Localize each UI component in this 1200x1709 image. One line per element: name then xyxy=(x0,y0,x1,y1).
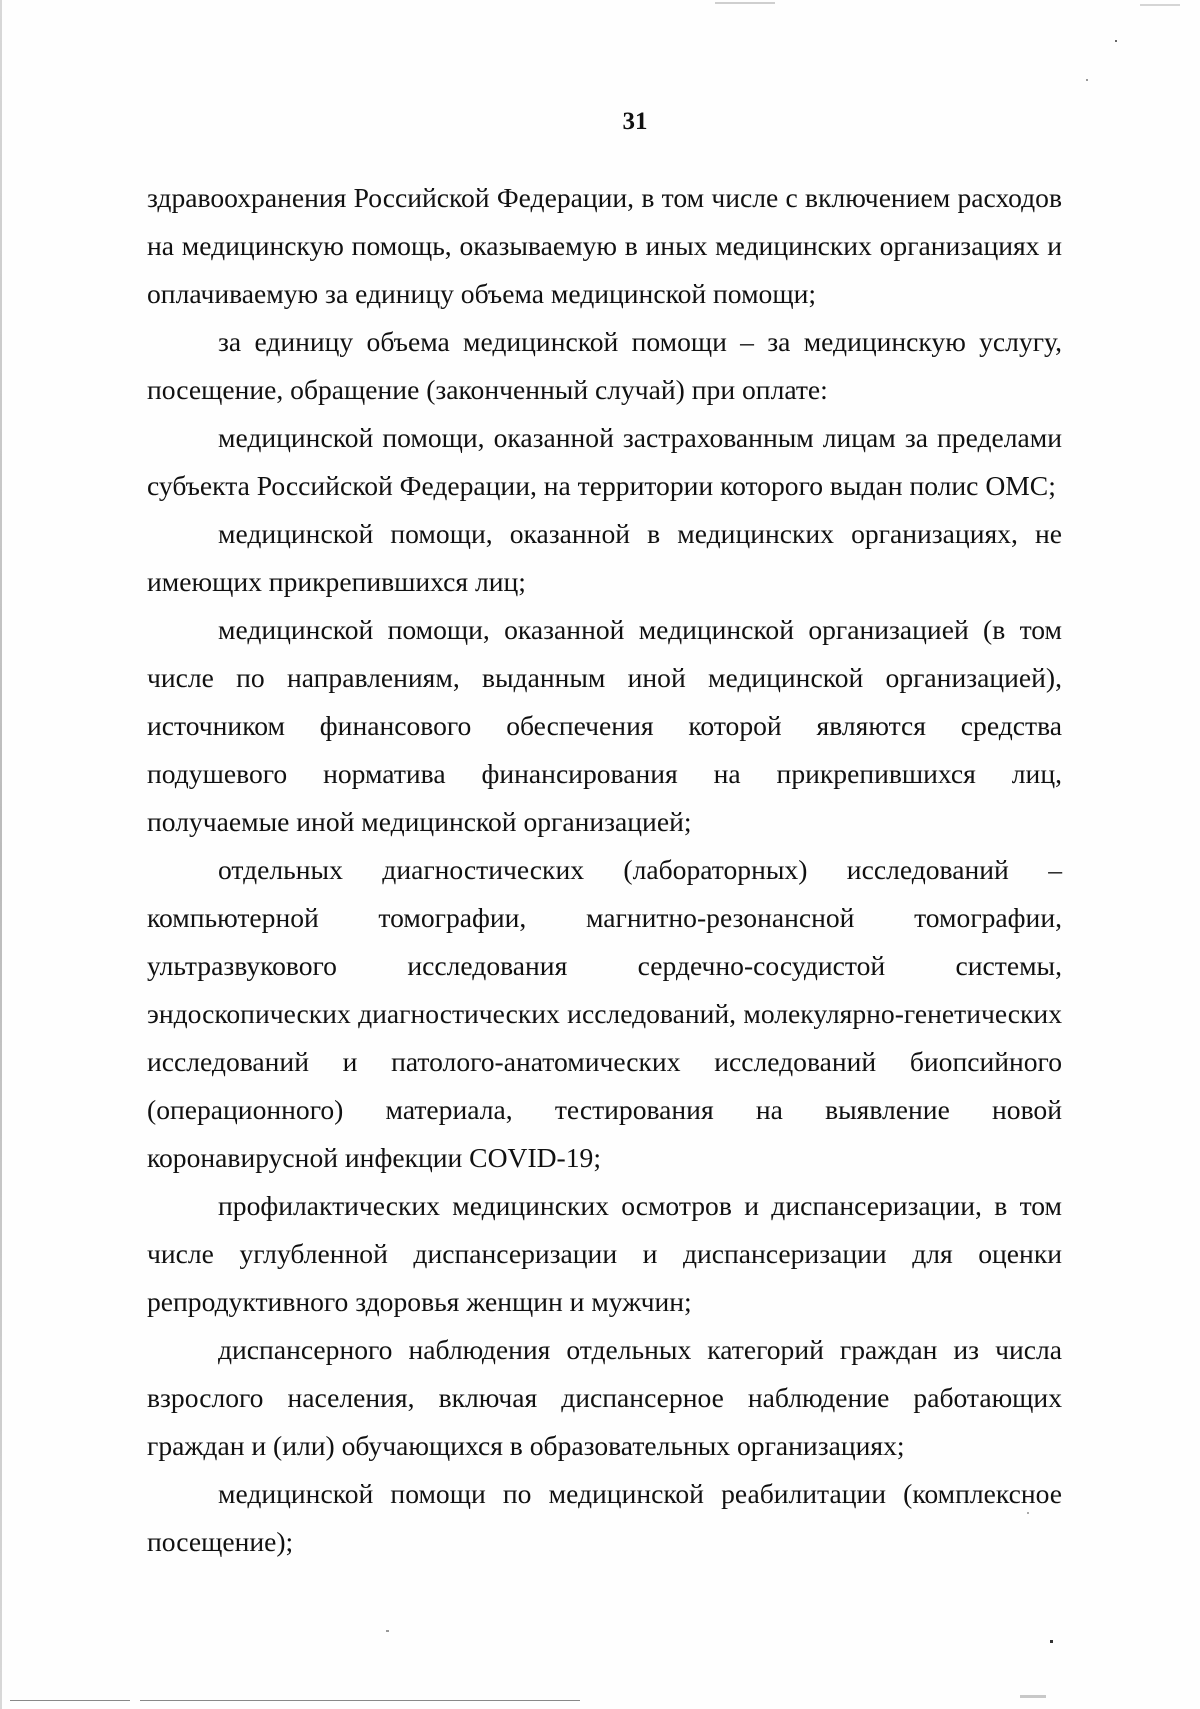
scan-speck xyxy=(1086,79,1088,81)
paragraph: за единицу объема медицинской помощи – за медицинскую услугу, посещение, обращение (законченный случай) при оплате: xyxy=(147,326,1062,405)
paragraph: отдельных диагностических (лабораторных) исследований – компьютерной томографии, магнитно-резонансной томографии, ультразвукового исследования сердечно-сосудистой системы, эндоскопических диагностических исследований, молекулярно-генетических исследований и патолого-анатомических исследований биопсийного (операционного) материала, тестирования на выявление новой коронавирусной инфекции COVID-19; xyxy=(147,854,1062,1173)
scan-speck xyxy=(386,1630,389,1632)
paragraph: медицинской помощи, оказанной застрахованным лицам за пределами субъекта Российской Федерации, на территории которого выдан полис ОМС; xyxy=(147,422,1062,501)
paragraph: медицинской помощи, оказанной медицинской организацией (в том числе по направлениям, выданным иной медицинской организацией), источником финансового обеспечения которой являются средства подушевого норматива финансирования на прикрепившихся лиц, получаемые иной медицинской организацией; xyxy=(147,614,1062,837)
paragraph: здравоохранения Российской Федерации, в том числе с включением расходов на медицинскую помощь, оказываемую в иных медицинских организациях и оплачиваемую за единицу объема медицинской помощи; xyxy=(147,182,1062,309)
scan-speck xyxy=(1140,4,1180,6)
paragraph: медицинской помощи по медицинской реабилитации (комплексное посещение); xyxy=(147,1478,1062,1557)
scan-bottom-rule xyxy=(140,1700,580,1701)
scan-speck xyxy=(1050,1640,1053,1643)
scan-speck xyxy=(1115,40,1117,42)
page-number: 31 xyxy=(622,108,648,135)
scan-speck xyxy=(1020,1695,1046,1698)
paragraph: диспансерного наблюдения отдельных категорий граждан из числа взрослого населения, включая диспансерное наблюдение работающих граждан и (или) обучающихся в образовательных организациях; xyxy=(147,1334,1062,1461)
scan-speck xyxy=(715,2,775,4)
scan-edge-shadow xyxy=(0,0,2,1709)
body-text xyxy=(147,174,1062,1566)
paragraph: медицинской помощи, оказанной в медицинских организациях, не имеющих прикрепившихся лиц; xyxy=(147,518,1062,597)
scan-bottom-rule xyxy=(10,1700,130,1701)
paragraph: профилактических медицинских осмотров и диспансеризации, в том числе углубленной диспансеризации и диспансеризации для оценки репродуктивного здоровья женщин и мужчин; xyxy=(147,1190,1062,1317)
